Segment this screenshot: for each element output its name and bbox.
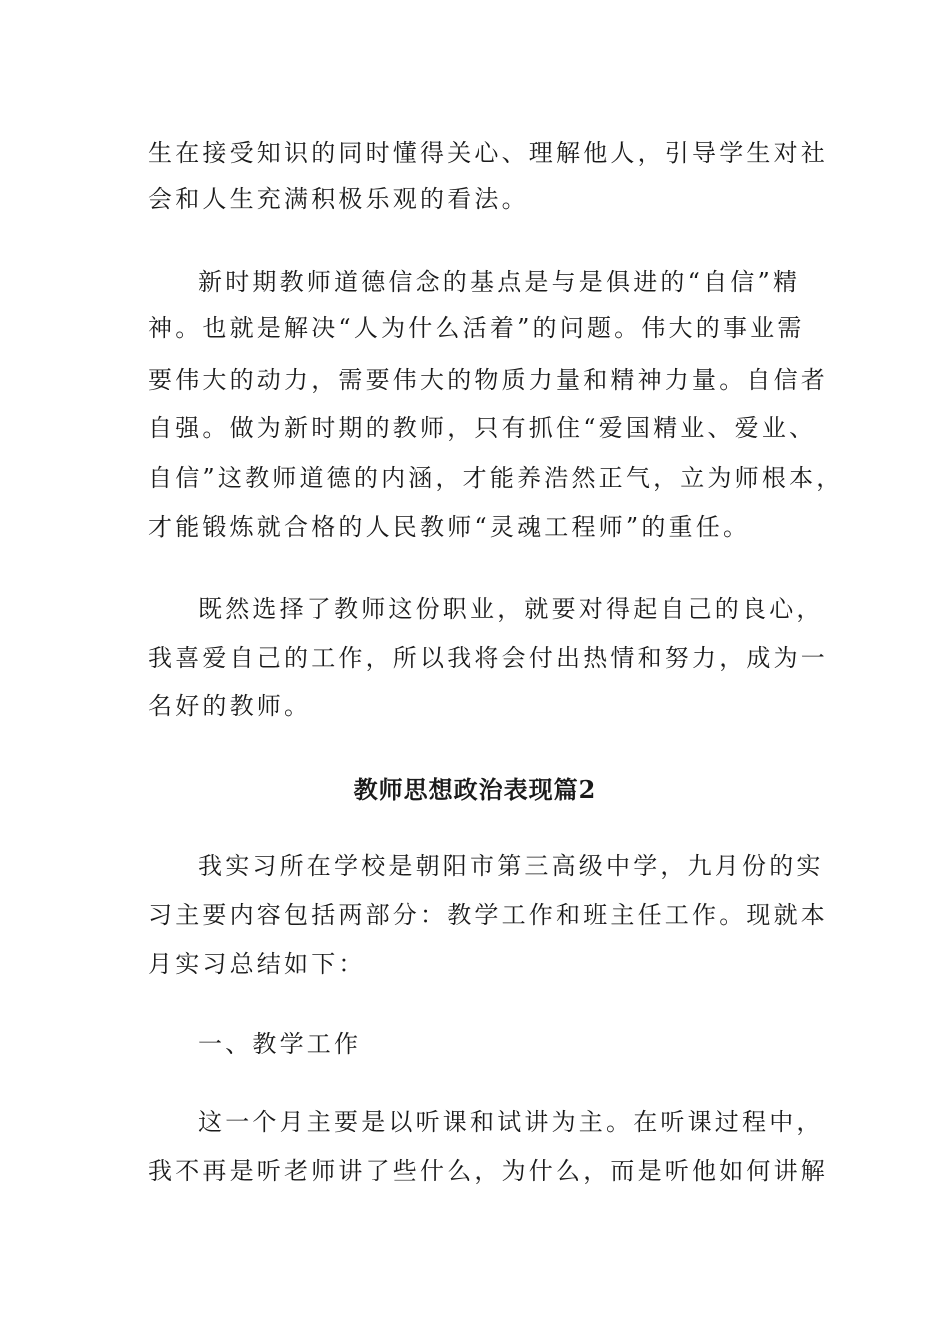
paragraph-line: 我喜爱自己的工作，所以我将会付出热情和努力，成为一 bbox=[148, 644, 828, 672]
paragraph-line: 自强。做为新时期的教师，只有抓住“爱国精业、爱业、 bbox=[148, 414, 817, 442]
paragraph-line: 习主要内容包括两部分：教学工作和班主任工作。现就本 bbox=[148, 901, 828, 929]
paragraph-line: 才能锻炼就合格的人民教师“灵魂工程师”的重任。 bbox=[148, 513, 751, 541]
paragraph-line: 名好的教师。 bbox=[148, 692, 312, 720]
subsection-heading: 一、教学工作 bbox=[198, 1030, 362, 1058]
paragraph-line: 生在接受知识的同时懂得关心、理解他人，引导学生对社 bbox=[148, 139, 828, 167]
paragraph-line: 会和人生充满积极乐观的看法。 bbox=[148, 185, 529, 213]
paragraph-line: 我不再是听老师讲了些什么，为什么，而是听他如何讲解 bbox=[148, 1157, 828, 1185]
section-title: 教师思想政治表现篇2 bbox=[353, 775, 597, 804]
paragraph-line: 既然选择了教师这份职业，就要对得起自己的良心， bbox=[198, 595, 824, 623]
paragraph-line: 我实习所在学校是朝阳市第三高级中学，九月份的实 bbox=[198, 852, 824, 880]
paragraph-line: 神。也就是解决“人为什么活着”的问题。伟大的事业需 bbox=[148, 314, 805, 342]
paragraph-line: 要伟大的动力，需要伟大的物质力量和精神力量。自信者 bbox=[148, 366, 828, 394]
paragraph-line: 月实习总结如下： bbox=[148, 950, 366, 978]
paragraph-line: 新时期教师道德信念的基点是与是俱进的“自信”精 bbox=[198, 268, 801, 296]
paragraph-line: 自信”这教师道德的内涵，才能养浩然正气，立为师根本， bbox=[148, 464, 844, 492]
paragraph-line: 这一个月主要是以听课和试讲为主。在听课过程中， bbox=[198, 1108, 824, 1136]
